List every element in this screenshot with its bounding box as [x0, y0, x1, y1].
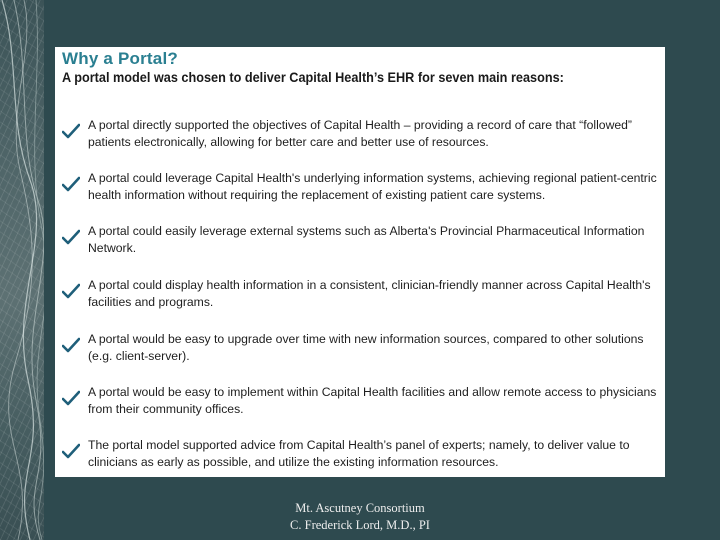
- list-item: [62, 170, 658, 216]
- list-item: [62, 277, 658, 323]
- list-item: [62, 384, 658, 430]
- decorative-topographic-strip: [0, 0, 44, 540]
- reason-text: A portal could easily leverage external systems such as Alberta's Provincial Pharmaceutical Information Network.: [88, 224, 645, 255]
- slide-subtitle: A portal model was chosen to deliver Capital Health’s EHR for seven main reasons:: [62, 70, 564, 85]
- reason-text: The portal model supported advice from Capital Health’s panel of experts; namely, to deliver value to clinicians as early as possible, and utilize the existing information resources.: [88, 438, 630, 469]
- reason-text: A portal could display health information in a consistent, clinician-friendly manner across Capital Health's facilities and programs.: [88, 278, 651, 309]
- checkmark-icon: [62, 337, 80, 353]
- checkmark-icon: [62, 390, 80, 406]
- list-item: [62, 223, 658, 269]
- list-item: [62, 437, 658, 483]
- slide-title: Why a Portal?: [62, 49, 178, 68]
- checkmark-icon: [62, 443, 80, 459]
- footer-line-2: C. Frederick Lord, M.D., PI: [290, 518, 430, 532]
- footer-line-1: Mt. Ascutney Consortium: [295, 501, 425, 515]
- checkmark-icon: [62, 229, 80, 245]
- checkmark-icon: [62, 283, 80, 299]
- reason-text: A portal would be easy to implement within Capital Health facilities and allow remote access to physicians from their community offices.: [88, 385, 657, 416]
- reason-text: A portal could leverage Capital Health's underlying information systems, achieving regional patient-centric health information without requiring the replacement of existing patient care systems.: [88, 171, 657, 202]
- checkmark-icon: [62, 123, 80, 139]
- list-item: [62, 117, 658, 163]
- list-item: [62, 331, 658, 377]
- slide-card: [55, 47, 665, 477]
- topographic-lines: [0, 0, 44, 540]
- reason-text: A portal would be easy to upgrade over time with new information sources, compared to other solutions (e.g. client-server).: [88, 332, 644, 363]
- reason-text: A portal directly supported the objectives of Capital Health – providing a record of care that “followed” patients electronically, allowing for better care and better use of resources.: [88, 118, 632, 149]
- checkmark-icon: [62, 176, 80, 192]
